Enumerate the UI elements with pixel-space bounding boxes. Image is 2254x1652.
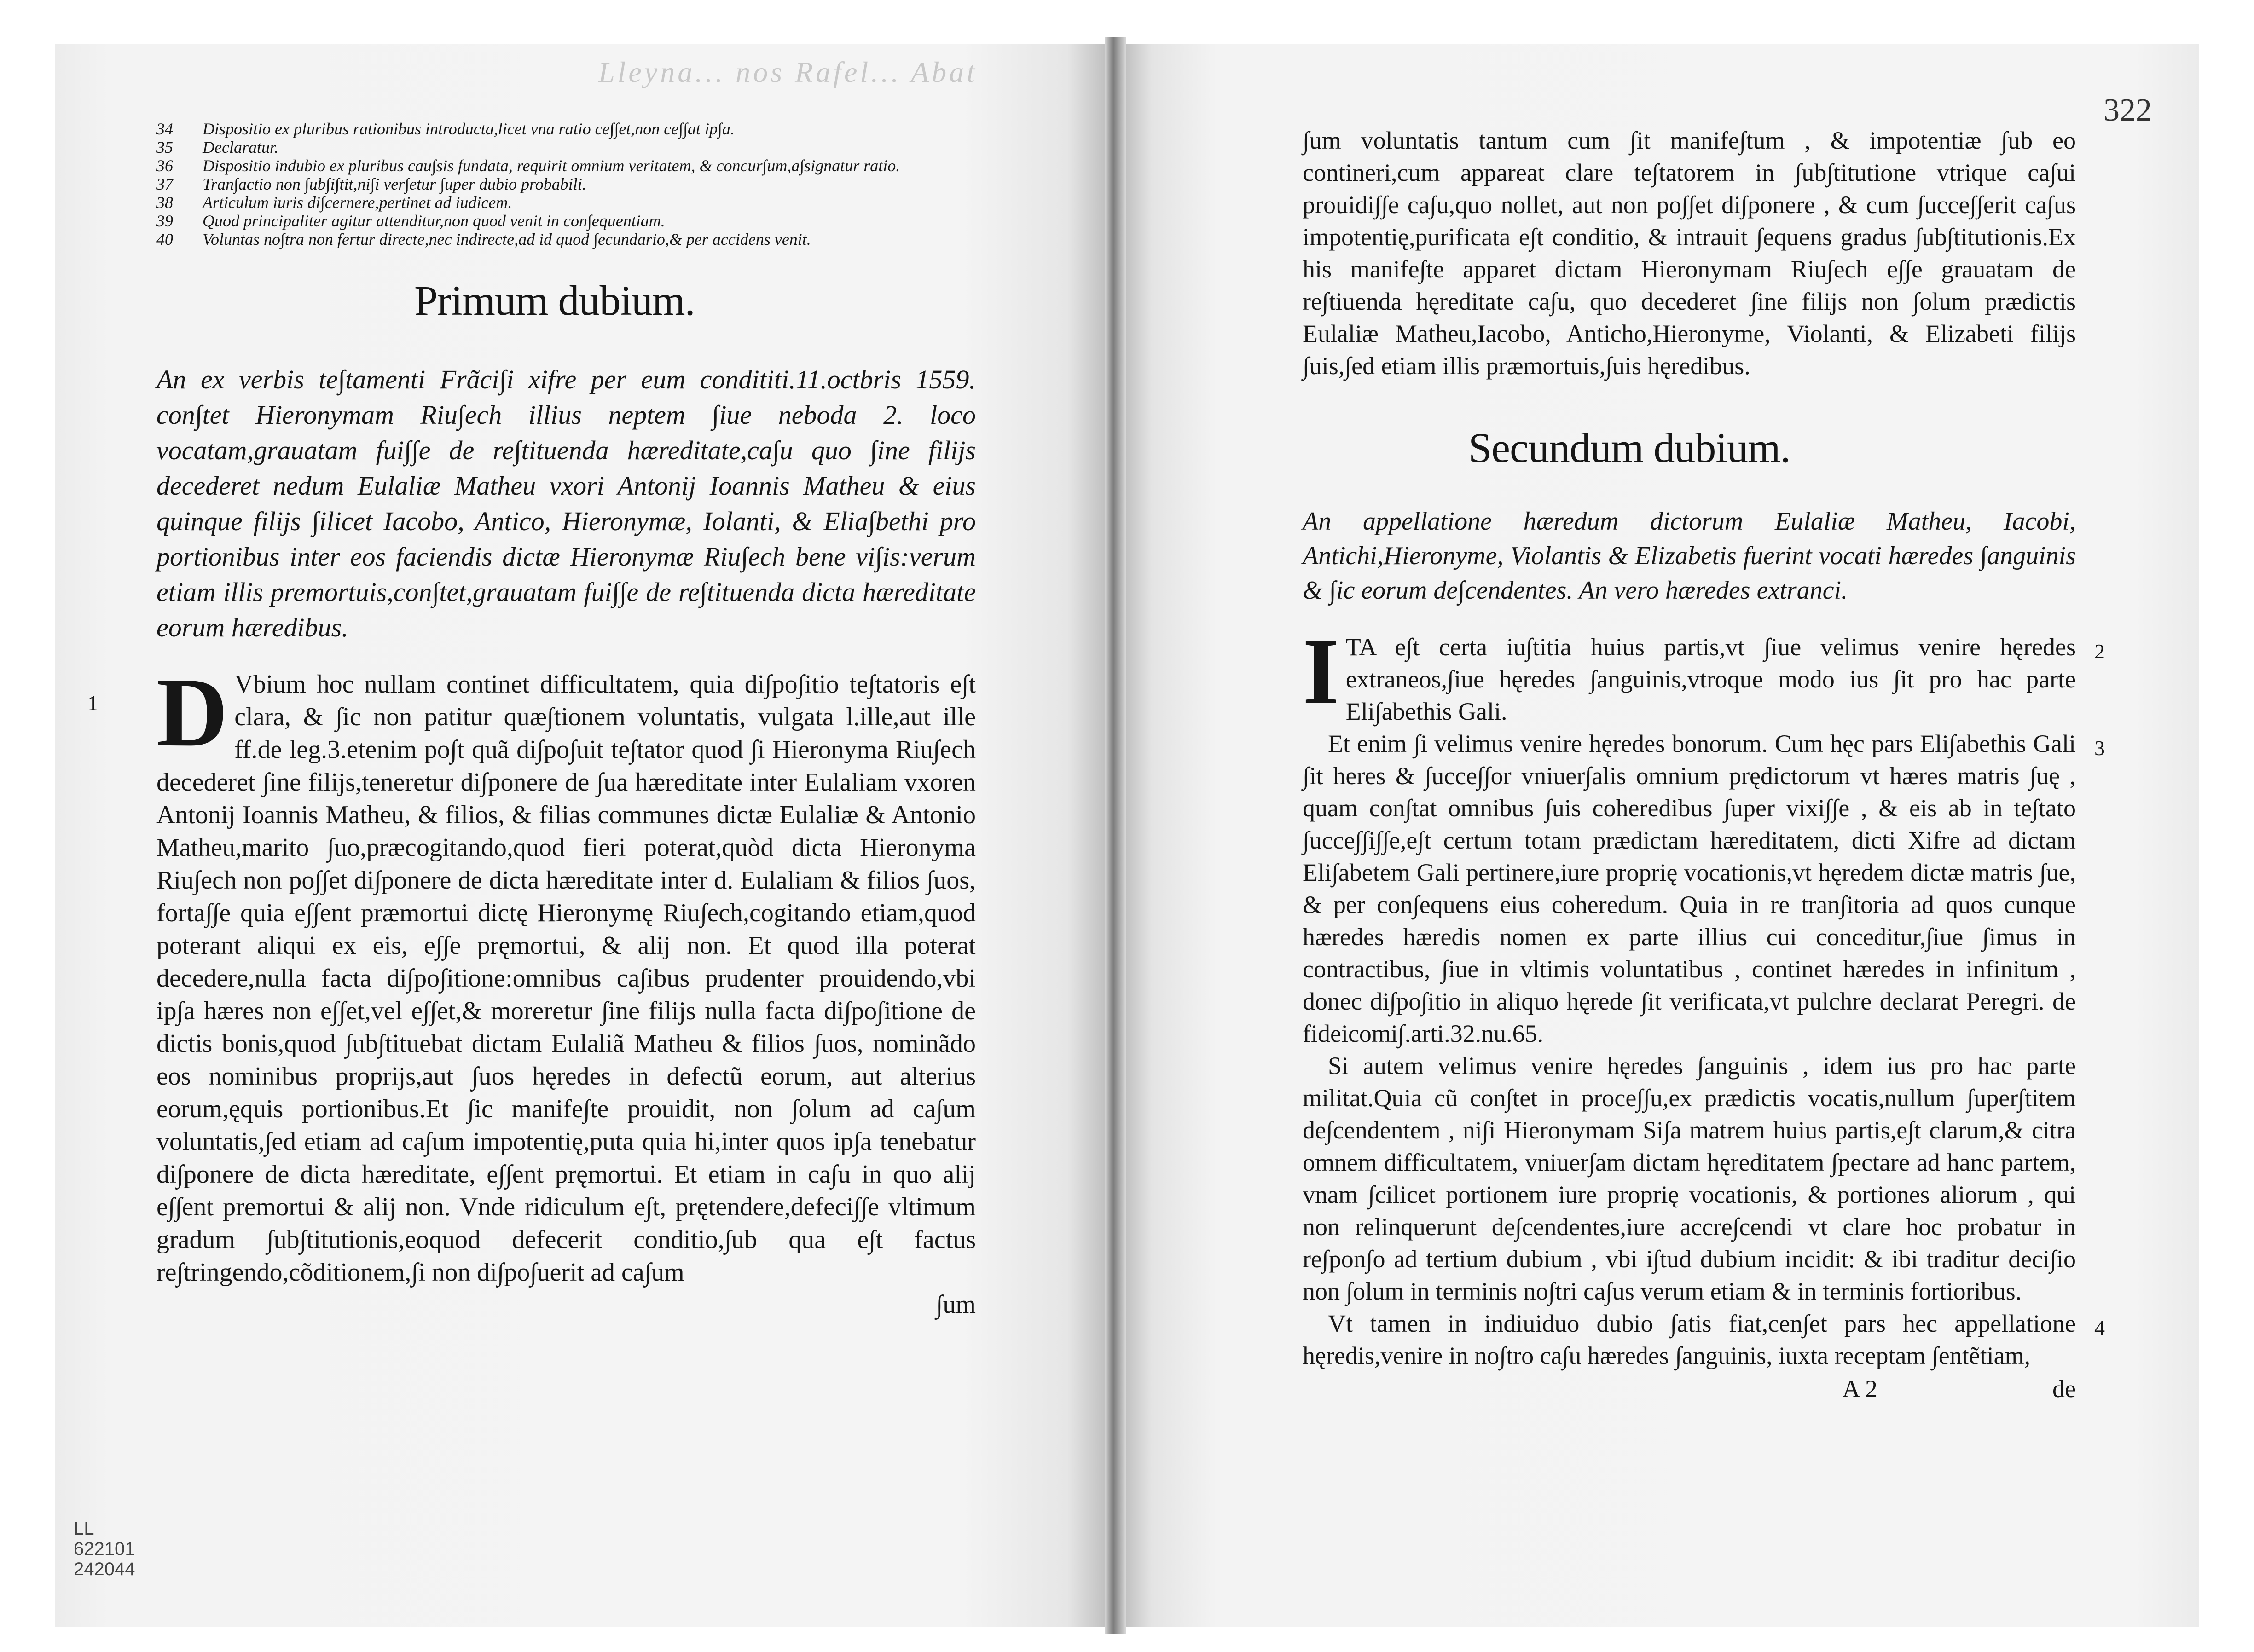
section-heading: Primum dubium. — [414, 277, 695, 324]
summary-item — [156, 212, 976, 230]
body-paragraph: Si autem velimus venire hęredes ∫anguinis , idem ius pro hac parte militat.Quia cũ con∫tet in proce∫∫u,ex prædictis vocatis,nullum ∫uper∫titem de∫cendentem , ni∫i Hieronymam Si∫a matrem huius partis,e∫t clarum,& citra omnem difficultatem, vniuer∫am dictam hęreditatem ∫pectare ad hanc partem, vnam ∫cilicet portionem iure proprię vocationis, & portiones aliorum , qui non relinquerunt de∫cendentes,iure accre∫cendi vt clare hoc probatur in re∫pon∫o ad tertium dubium , vbi i∫tud dubium incidit: & ibi traditur deci∫io non ∫olum in terminis no∫tri ca∫us verum etiam & in terminis fortioribus. — [1303, 1052, 2076, 1305]
archive-line: LL — [74, 1519, 94, 1539]
continuation-paragraph: ∫um voluntatis tantum cum ∫it manife∫tum , & impotentiæ ∫ub eo contineri,cum appareat clare te∫tatorem in ∫ub∫titutione vtrique ca∫ui prouidi∫∫e ca∫u,quo nollet, aut non po∫∫et di∫ponere , & cum ∫ucce∫∫erit ca∫us impotentię,purificata e∫t conditio, & intrauit ∫equens gradus ∫ub∫titutionis.Ex his manife∫te apparet dictam Hieronymam Riu∫ech e∫∫e grauatam de re∫tiuenda hęreditate ca∫u, quo decederet ∫ine filijs non ∫olum prædictis Eulaliæ Matheu,Iacobo, Anticho,Hieronyme, Violanti, & Elizabeti filijs ∫uis,∫ed etiam illis præmortuis,∫uis hęredibus. — [1303, 127, 2076, 380]
summary-text: Articulum iuris di∫cernere,pertinet ad iudicem. — [203, 193, 512, 212]
summary-number: 37 — [156, 175, 173, 193]
drop-cap: D — [156, 657, 228, 767]
summary-text: Dispositio indubio ex pluribus cau∫sis fundata, requirit omnium veritatem, & concur∫um,a∫signatur ratio. — [203, 156, 900, 175]
summary-text: Dispositio ex pluribus rationibus introducta,licet vna ratio ce∫∫et,non ce∫∫at ip∫a. — [203, 120, 735, 138]
paragraph-text: Vt tamen in indiuiduo dubio ∫atis fiat,cen∫et pars hec appellatione hęredis,venire in no∫tro ca∫u hæredes ∫anguinis, iuxta receptam ∫entẽtiam, — [1303, 1310, 2076, 1369]
summary-item — [156, 156, 976, 175]
summary-number: 40 — [156, 230, 173, 248]
paragraph-text: TA e∫t certa iu∫titia huius partis,vt ∫iue velimus venire hęredes extraneos,∫iue hęredes ∫anguinis,vtroque modo ius ∫it pro hac parte Eli∫abethis Gali. — [1345, 633, 2076, 725]
handwritten-header: Lleyna... nos Rafel... Abat — [598, 56, 978, 88]
archive-line: 242044 — [74, 1559, 135, 1579]
summary-text: Declaratur. — [203, 138, 278, 156]
summary-text: Quod principaliter agitur attenditur,non quod venit in con∫equentiam. — [203, 212, 665, 230]
question-text: An appellatione hæredum dictorum Eulaliæ Matheu, Iacobi, Antichi,Hieronyme, Violantis & Elizabetis fuerint vocati hæredes ∫anguinis & ∫ic eorum de∫cendentes. An vero hæredes extranci. — [1303, 507, 2076, 605]
body-paragraph — [1303, 619, 2105, 728]
body-paragraph — [1303, 728, 2105, 1050]
folio-number: 322 — [2103, 92, 2152, 128]
summary-list — [156, 120, 976, 248]
signature-row — [1303, 1375, 2076, 1403]
catchword: de — [2052, 1375, 2076, 1403]
summary-item — [156, 175, 976, 193]
summary-item — [156, 230, 976, 248]
paragraph-text: Et enim ∫i velimus venire hęredes bonorum. Cum hęc pars Eli∫abethis Gali ∫it heres & ∫ucce∫∫or vniuer∫alis omnium prędictorum vt hæres matris ∫uę , quam con∫tat omnibus ∫uis coheredibus ∫uper vixi∫∫e , & eis ab in te∫tato ∫ucce∫∫i∫∫e,e∫t certum totam prædictam hæreditatem, dicti Xifre ad dictam Eli∫abetem Gali pertinere,iure proprię vocationis,vt hęredem dictæ matris ∫ue, & per con∫equens eius coheredum. Quia in re tran∫itoria ad quos cunque hæredes hæredis nomen ex parte illius cui conceditur,∫iue ∫imus in contractibus, ∫iue in vltimis voluntatibus , continet hæredes in infinitum , donec di∫po∫itio in aliquo hęrede ∫it verificata,vt pulchre declarat Peregri. de fideicomi∫.arti.32.nu.65. — [1303, 730, 2076, 1047]
archive-stamp — [74, 1519, 135, 1579]
summary-text: Voluntas no∫tra non fertur directe,nec indirecte,ad id quod ∫ecundario,& per accidens venit. — [203, 230, 811, 248]
body-paragraph — [87, 657, 976, 1289]
left-column — [87, 120, 976, 1319]
margin-number: 2 — [2094, 640, 2105, 663]
summary-number: 34 — [156, 120, 173, 138]
book-gutter — [1105, 37, 1126, 1634]
body-paragraph — [1303, 1307, 2105, 1372]
summary-item — [156, 193, 976, 212]
margin-number: 4 — [2094, 1316, 2105, 1340]
right-column — [1303, 124, 2105, 1403]
summary-number: 39 — [156, 212, 173, 230]
archive-line: 622101 — [74, 1539, 135, 1559]
section-heading: Secundum dubium. — [1468, 424, 1790, 471]
catchword: ∫um — [936, 1290, 976, 1319]
summary-item — [156, 138, 976, 156]
signature-mark: A 2 — [1842, 1375, 1878, 1403]
drop-cap: I — [1303, 619, 1339, 724]
margin-number: 3 — [2094, 736, 2105, 760]
summary-number: 35 — [156, 138, 173, 156]
question-text: An ex verbis te∫tamenti Frãci∫i xifre per eum condititi.11.octbris 1559. con∫tet Hieronymam Riu∫ech illius neptem ∫iue neboda 2. loco vocatam,grauatam fui∫∫e de re∫tituenda hæreditate,ca∫u quo ∫ine filijs decederet nedum Eulaliæ Matheu vxori Antonij Ioannis Matheu & eius quinque filijs ∫ilicet Iacobo, Antico, Hieronymæ, Iolanti, & Elia∫bethi pro portionibus inter eos faciendis dictæ Hieronymæ Riu∫ech bene vi∫is:verum etiam illis premortuis,con∫tet,grauatam fui∫∫e de re∫tituenda dicta hæreditate eorum hæredibus. — [156, 364, 976, 642]
summary-text: Tran∫actio non ∫ub∫i∫tit,ni∫i ver∫etur ∫uper dubio probabili. — [203, 175, 586, 193]
summary-item — [156, 120, 976, 138]
summary-number: 36 — [156, 156, 173, 175]
paragraph-text: Vbium hoc nullam continet difficultatem, quia di∫po∫itio te∫tatoris e∫t clara, & ∫ic non patitur quæ∫tionem voluntatis, vulgata l.ille,aut ille ff.de leg.3.etenim po∫t quã di∫po∫uit te∫tator quod ∫i Hieronyma Riu∫ech decederet ∫ine filijs,teneretur di∫ponere de ∫ua hæreditate inter Eulaliam vxoren Antonij Ioannis Matheu, & filios, & filias communes dictæ Eulaliæ & Antonio Matheu,marito ∫uo,præcogitando,quod fieri poterat,quòd dicta Hieronyma Riu∫ech non po∫∫et di∫ponere de dicta hæreditate inter d. Eulaliam & filios ∫uos, forta∫∫e quia e∫∫ent præmortui dictę Hieronymę Riu∫ech,cogitando etiam,quod poterant aliqui ex eis, e∫∫e pręmortui, & alij non. Et quod illa poterat decedere,nulla facta di∫po∫itione:omnibus ca∫ibus prudenter prouidendo,vbi ip∫a hæres non e∫∫et,vel e∫∫et,& moreretur ∫ine filijs nulla facta di∫po∫itione de dictis bonis,quod ∫ub∫tituebat dictam Eulaliã Matheu & filios ∫uos, nominãdo eos nominibus proprijs,aut ∫uos hęredes in defectũ eorum, aut alterius eorum,ęquis portionibus.Et ∫ic manife∫te prouidit, non ∫olum ad ca∫um voluntatis,∫ed etiam ad ca∫um impotentię,puta quia hi,inter quos ip∫a tenebatur di∫ponere de dicta hæreditate, e∫∫ent pręmortui. Et etiam in ca∫u in quo alij e∫∫ent premortui & alij non. Vnde ridiculum e∫t, prętendere,defeci∫∫e vltimum gradum ∫ub∫titutionis,eoquod defecerit conditio,∫ub qua e∫t factus re∫tringendo,cõditionem,∫i non di∫po∫uerit ad ca∫um — [156, 670, 976, 1287]
summary-number: 38 — [156, 193, 173, 212]
margin-number: 1 — [87, 691, 98, 715]
